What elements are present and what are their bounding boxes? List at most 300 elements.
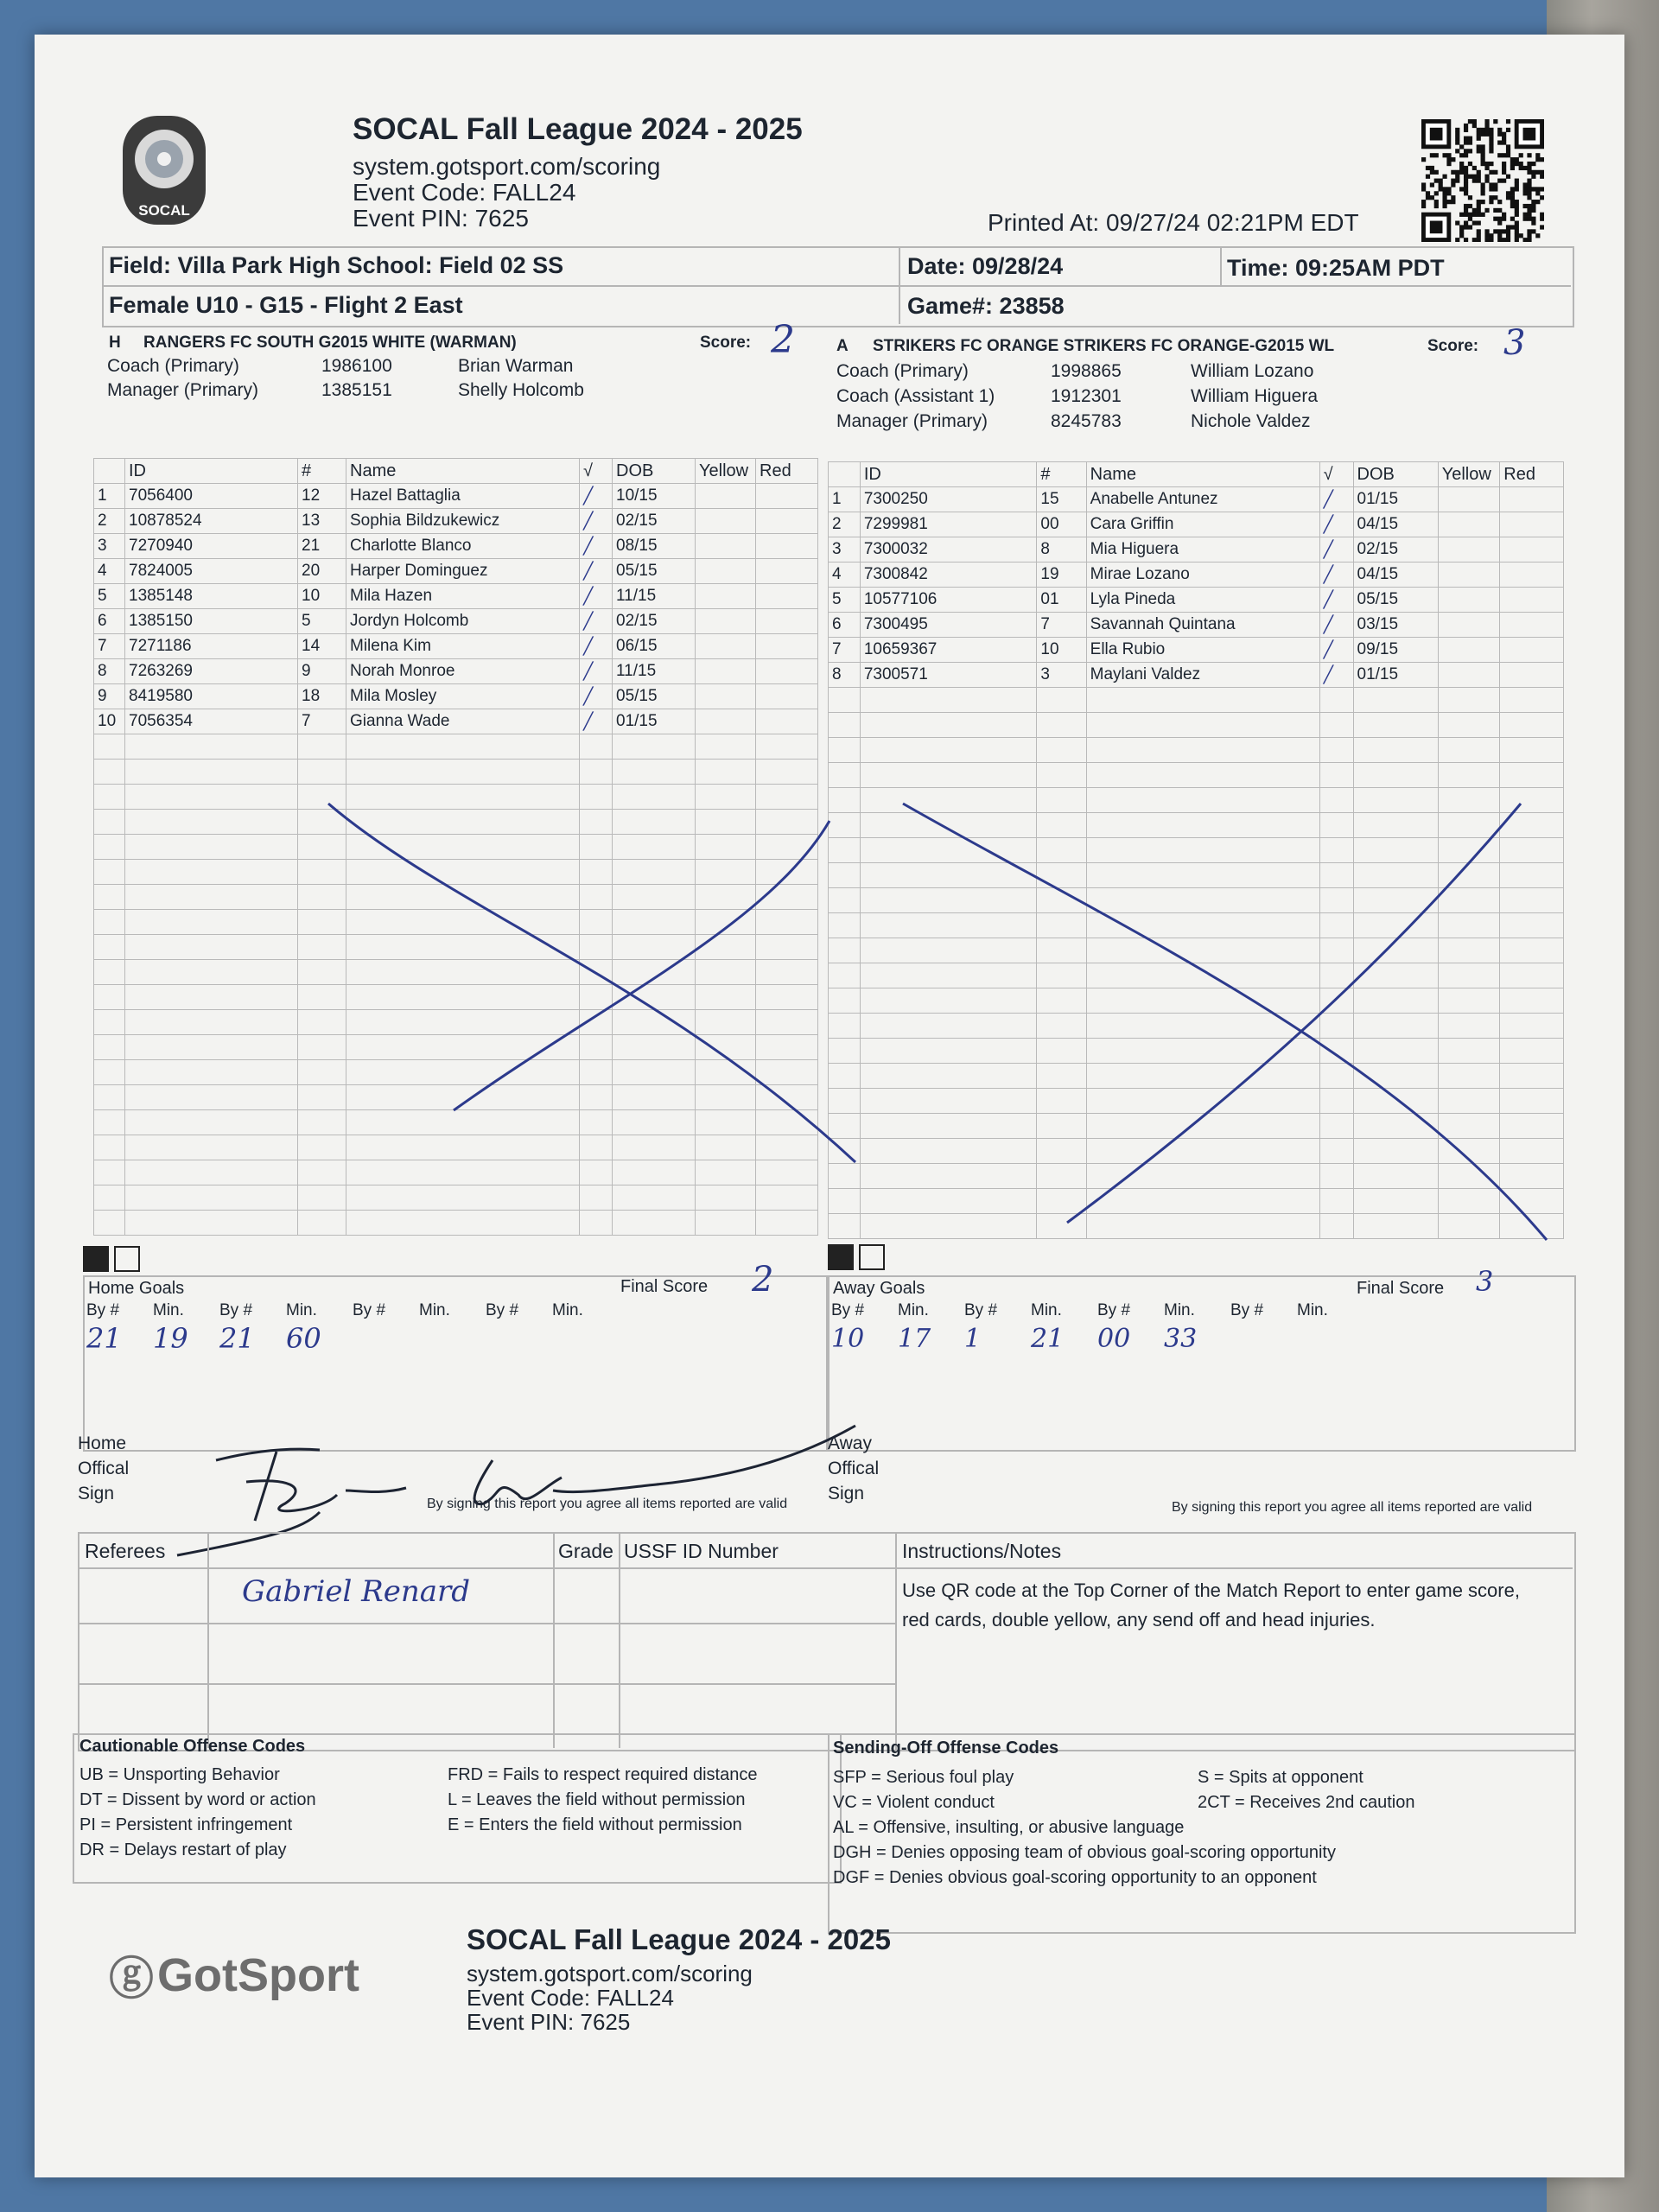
- checkin-mark[interactable]: [580, 1185, 613, 1211]
- yellow-card-cell[interactable]: [1438, 613, 1500, 638]
- sign-label-line: Offical: [828, 1459, 880, 1478]
- yellow-card-cell[interactable]: [1438, 638, 1500, 663]
- goal-min-header: Min.: [552, 1301, 583, 1319]
- jersey-number: 7: [298, 709, 346, 734]
- away-final-score[interactable]: 3: [1476, 1265, 1494, 1298]
- row-number: [94, 860, 125, 885]
- red-card-cell[interactable]: [756, 634, 818, 659]
- staff-role: Coach (Assistant 1): [836, 386, 995, 406]
- player-name: Lyla Pineda: [1086, 588, 1319, 613]
- checkin-mark[interactable]: [580, 734, 613, 760]
- instructions-text: Use QR code at the Top Corner of the Match Report to enter game score, red cards, double yellow, any send off and head injuries.: [902, 1580, 1520, 1630]
- player-id: 7300571: [860, 663, 1037, 688]
- player-row: [94, 709, 818, 734]
- row-number: [94, 960, 125, 985]
- offense-code: VC = Violent conduct: [833, 1793, 995, 1812]
- yellow-card-cell[interactable]: [1438, 688, 1500, 713]
- red-card-cell[interactable]: [1500, 688, 1564, 713]
- roster-header-cell: Red: [1500, 462, 1564, 487]
- player-name: [1086, 738, 1319, 763]
- scoring-url: system.gotsport.com/scoring: [353, 153, 661, 180]
- jersey-number: [298, 734, 346, 760]
- red-card-cell[interactable]: [756, 734, 818, 760]
- goal-minute[interactable]: 33: [1164, 1324, 1198, 1354]
- red-card-cell[interactable]: [756, 559, 818, 584]
- red-card-cell[interactable]: [1500, 738, 1564, 763]
- jersey-number: [1037, 688, 1086, 713]
- player-id: [860, 713, 1037, 738]
- player-id: 7300495: [860, 613, 1037, 638]
- row-number: [94, 760, 125, 785]
- player-id: [125, 885, 298, 910]
- jersey-number: 20: [298, 559, 346, 584]
- row-number: 1: [94, 484, 125, 509]
- goal-minute[interactable]: 19: [153, 1322, 188, 1355]
- red-card-cell[interactable]: [756, 684, 818, 709]
- player-id: [125, 1110, 298, 1135]
- player-id: [125, 1035, 298, 1060]
- player-dob: [1353, 688, 1438, 713]
- red-card-cell[interactable]: [756, 509, 818, 534]
- ussf-id-label: USSF ID Number: [624, 1540, 779, 1562]
- row-number: 2: [94, 509, 125, 534]
- row-number: [829, 1189, 861, 1214]
- player-dob: 04/15: [1353, 563, 1438, 588]
- row-number: [94, 785, 125, 810]
- row-number: 10: [94, 709, 125, 734]
- sign-label-line: Offical: [78, 1459, 130, 1478]
- checkin-mark[interactable]: ╱: [580, 584, 613, 609]
- row-number: 5: [829, 588, 861, 613]
- goal-by-header: By #: [1097, 1301, 1131, 1319]
- row-number: [829, 713, 861, 738]
- roster-header-cell: √: [1319, 462, 1353, 487]
- goal-min-header: Min.: [1297, 1301, 1328, 1319]
- player-row: [829, 613, 1564, 638]
- staff-row: [107, 356, 747, 380]
- yellow-card-cell[interactable]: [696, 659, 756, 684]
- goal-by-header: By #: [964, 1301, 998, 1319]
- yellow-card-cell[interactable]: [696, 709, 756, 734]
- row-number: 5: [94, 584, 125, 609]
- red-card-cell[interactable]: [756, 1185, 818, 1211]
- field-name: Field: Villa Park High School: Field 02 SS: [109, 252, 564, 278]
- event-code: Event Code: FALL24: [353, 179, 576, 206]
- checkin-mark[interactable]: [1319, 738, 1353, 763]
- jersey-number: 18: [298, 684, 346, 709]
- player-row: [829, 487, 1564, 512]
- player-dob: [1353, 713, 1438, 738]
- player-dob: 11/15: [613, 659, 696, 684]
- home-final-score[interactable]: 2: [752, 1260, 774, 1300]
- player-id: [860, 738, 1037, 763]
- goal-scorer-number[interactable]: 1: [964, 1324, 982, 1354]
- player-dob: [613, 734, 696, 760]
- home-team-name: RANGERS FC SOUTH G2015 WHITE (WARMAN): [143, 334, 517, 352]
- qr-code[interactable]: [1421, 119, 1544, 242]
- jersey-number: 21: [298, 534, 346, 559]
- sending-off-title: Sending-Off Offense Codes: [833, 1738, 1059, 1758]
- jersey-number: 14: [298, 634, 346, 659]
- staff-name: William Higuera: [1191, 386, 1319, 406]
- player-dob: 02/15: [613, 509, 696, 534]
- goal-minute[interactable]: [1297, 1324, 1363, 1354]
- player-id: [125, 785, 298, 810]
- yellow-card-cell[interactable]: [696, 1211, 756, 1236]
- divider: [895, 1567, 1573, 1569]
- yellow-card-cell[interactable]: [1438, 537, 1500, 563]
- goal-scorer-number[interactable]: 21: [219, 1322, 255, 1355]
- player-id: [125, 835, 298, 860]
- player-id: [125, 1135, 298, 1160]
- row-number: [94, 1211, 125, 1236]
- player-id: [125, 860, 298, 885]
- row-number: 8: [829, 663, 861, 688]
- player-id: 7824005: [125, 559, 298, 584]
- checkin-mark[interactable]: ╱: [1319, 588, 1353, 613]
- player-row: [94, 609, 818, 634]
- player-name: [1086, 713, 1319, 738]
- player-id: [125, 1185, 298, 1211]
- player-dob: 06/15: [613, 634, 696, 659]
- red-card-cell[interactable]: [1500, 713, 1564, 738]
- player-dob: 01/15: [1353, 487, 1438, 512]
- jersey-number: 19: [1037, 563, 1086, 588]
- player-row: [829, 537, 1564, 563]
- row-number: [94, 1060, 125, 1085]
- sending-off-left-list: [833, 1765, 1014, 1815]
- goal-by-header: By #: [831, 1301, 865, 1319]
- red-card-cell[interactable]: [756, 609, 818, 634]
- away-final-score-label: Final Score: [1357, 1279, 1445, 1298]
- yellow-card-cell[interactable]: [696, 484, 756, 509]
- player-name: Ella Rubio: [1086, 638, 1319, 663]
- referees-label: Referees: [85, 1540, 166, 1562]
- sending-off-right-list: [1198, 1765, 1414, 1815]
- home-roster-void-x: [320, 769, 864, 1175]
- yellow-card-cell[interactable]: [1438, 563, 1500, 588]
- checkin-mark[interactable]: ╱: [1319, 563, 1353, 588]
- player-name: Mila Hazen: [346, 584, 580, 609]
- row-number: 8: [94, 659, 125, 684]
- player-row: [94, 584, 818, 609]
- checkin-mark[interactable]: [580, 1211, 613, 1236]
- player-dob: [1353, 738, 1438, 763]
- sign-label-line: Home: [78, 1433, 127, 1453]
- home-sign-label: [78, 1431, 129, 1506]
- red-card-cell[interactable]: [1500, 563, 1564, 588]
- player-row: [94, 484, 818, 509]
- staff-role: Manager (Primary): [107, 380, 259, 400]
- player-id: 7056400: [125, 484, 298, 509]
- staff-row: [107, 380, 747, 404]
- checkin-mark[interactable]: ╱: [580, 509, 613, 534]
- goal-minute[interactable]: 21: [1031, 1324, 1065, 1354]
- red-card-cell[interactable]: [1500, 663, 1564, 688]
- goal-scorer-number[interactable]: [1230, 1324, 1297, 1354]
- staff-role: Coach (Primary): [107, 356, 239, 376]
- cautionable-left-list: [79, 1763, 316, 1863]
- divider: [207, 1532, 209, 1748]
- roster-header-cell: Yellow: [1438, 462, 1500, 487]
- player-id: 7263269: [125, 659, 298, 684]
- home-goals-label: Home Goals: [88, 1279, 185, 1298]
- goal-min-header: Min.: [419, 1301, 450, 1319]
- goal-scorer-number[interactable]: 00: [1097, 1324, 1131, 1354]
- socal-logo: [121, 114, 207, 226]
- divider: [78, 1683, 933, 1685]
- red-card-cell[interactable]: [1500, 537, 1564, 563]
- player-name: [346, 1185, 580, 1211]
- goal-minute[interactable]: 17: [898, 1324, 931, 1354]
- jersey-number: [1037, 713, 1086, 738]
- footer-event-code: Event Code: FALL24: [467, 1985, 674, 2011]
- checkin-mark[interactable]: ╱: [580, 709, 613, 734]
- yellow-card-cell[interactable]: [1438, 588, 1500, 613]
- grade-label: Grade: [558, 1540, 613, 1562]
- checkin-mark[interactable]: ╱: [1319, 512, 1353, 537]
- red-card-cell[interactable]: [1500, 613, 1564, 638]
- red-card-cell[interactable]: [756, 484, 818, 509]
- away-goal-values[interactable]: [831, 1324, 1363, 1354]
- roster-header-cell: ID: [125, 459, 298, 484]
- player-id: 1385148: [125, 584, 298, 609]
- player-name: Cara Griffin: [1086, 512, 1319, 537]
- empty-row: [94, 1185, 818, 1211]
- goal-minute[interactable]: [552, 1322, 619, 1355]
- goal-minute[interactable]: 60: [286, 1322, 321, 1355]
- match-date: Date: 09/28/24: [907, 253, 1064, 279]
- offense-code: PI = Persistent infringement: [79, 1815, 293, 1834]
- roster-header-cell: #: [298, 459, 346, 484]
- checkin-mark[interactable]: ╱: [1319, 663, 1353, 688]
- checkin-mark[interactable]: ╱: [1319, 638, 1353, 663]
- yellow-card-cell[interactable]: [696, 684, 756, 709]
- gotsport-logo: [109, 1942, 359, 2007]
- sign-label-line: Sign: [78, 1484, 115, 1503]
- player-id: [125, 1010, 298, 1035]
- player-id: 7270940: [125, 534, 298, 559]
- row-number: 6: [829, 613, 861, 638]
- yellow-card-cell[interactable]: [696, 734, 756, 760]
- yellow-card-cell[interactable]: [696, 609, 756, 634]
- goal-scorer-number[interactable]: [353, 1322, 419, 1355]
- offense-code: DGF = Denies obvious goal-scoring opportunity to an opponent: [833, 1868, 1317, 1887]
- row-number: [94, 910, 125, 935]
- yellow-card-cell[interactable]: [1438, 663, 1500, 688]
- checkin-mark[interactable]: ╱: [580, 634, 613, 659]
- footer-title: SOCAL Fall League 2024 - 2025: [467, 1923, 891, 1955]
- player-name: [1086, 688, 1319, 713]
- player-id: 7056354: [125, 709, 298, 734]
- jersey-number: [1037, 738, 1086, 763]
- referee-name-handwritten[interactable]: Gabriel Renard: [242, 1574, 471, 1609]
- checkin-mark[interactable]: ╱: [580, 684, 613, 709]
- red-card-cell[interactable]: [756, 659, 818, 684]
- divider: [899, 246, 900, 324]
- staff-id: 1986100: [321, 356, 392, 376]
- player-row: [829, 588, 1564, 613]
- yellow-card-cell[interactable]: [696, 534, 756, 559]
- red-card-cell[interactable]: [1500, 487, 1564, 512]
- jersey-number: [298, 1185, 346, 1211]
- goal-scorer-number[interactable]: 21: [86, 1322, 122, 1355]
- jersey-number: 3: [1037, 663, 1086, 688]
- home-goal-headers: [86, 1301, 619, 1320]
- player-id: [125, 910, 298, 935]
- player-row: [94, 534, 818, 559]
- player-dob: 05/15: [613, 684, 696, 709]
- player-id: 10878524: [125, 509, 298, 534]
- yellow-card-cell[interactable]: [696, 509, 756, 534]
- yellow-card-cell[interactable]: [1438, 713, 1500, 738]
- checkin-mark[interactable]: ╱: [580, 559, 613, 584]
- row-number: [94, 1085, 125, 1110]
- checkin-mark[interactable]: ╱: [1319, 487, 1353, 512]
- goal-scorer-number[interactable]: [486, 1322, 552, 1355]
- goal-scorer-number[interactable]: 10: [831, 1324, 865, 1354]
- player-id: [125, 760, 298, 785]
- checkin-mark[interactable]: ╱: [580, 659, 613, 684]
- player-id: [125, 1060, 298, 1085]
- checkin-mark[interactable]: ╱: [580, 609, 613, 634]
- away-roster-void-x: [899, 760, 1555, 1253]
- instructions-box: [895, 1532, 1576, 1751]
- offense-code: AL = Offensive, insulting, or abusive language: [833, 1818, 1185, 1837]
- player-id: 7271186: [125, 634, 298, 659]
- row-number: [829, 1214, 861, 1239]
- goal-by-header: By #: [219, 1301, 253, 1319]
- player-row: [829, 638, 1564, 663]
- player-id: [125, 935, 298, 960]
- gotsport-brand-text: GotSport: [157, 1948, 359, 2001]
- jersey-number: [298, 1211, 346, 1236]
- row-number: [94, 1160, 125, 1185]
- jersey-number: 9: [298, 659, 346, 684]
- red-card-cell[interactable]: [756, 584, 818, 609]
- away-staff: [836, 361, 1528, 436]
- jersey-number: 15: [1037, 487, 1086, 512]
- cautionable-right-list: [448, 1763, 758, 1838]
- away-score-handwritten[interactable]: 3: [1503, 323, 1526, 363]
- red-card-cell[interactable]: [756, 709, 818, 734]
- player-name: Maylani Valdez: [1086, 663, 1319, 688]
- player-row: [94, 559, 818, 584]
- player-name: Harper Dominguez: [346, 559, 580, 584]
- goal-min-header: Min.: [153, 1301, 184, 1319]
- goal-minute[interactable]: [419, 1322, 486, 1355]
- roster-header-cell: Yellow: [696, 459, 756, 484]
- roster-header-cell: Red: [756, 459, 818, 484]
- printed-at: Printed At: 09/27/24 02:21PM EDT: [988, 209, 1359, 236]
- player-id: 7300842: [860, 563, 1037, 588]
- away-sign-note: By signing this report you agree all items reported are valid: [1172, 1500, 1533, 1515]
- checkin-mark[interactable]: ╱: [580, 484, 613, 509]
- empty-row: [829, 738, 1564, 763]
- match-report-sheet: [35, 35, 1624, 2177]
- player-name: Anabelle Antunez: [1086, 487, 1319, 512]
- red-card-cell[interactable]: [756, 534, 818, 559]
- player-name: Jordyn Holcomb: [346, 609, 580, 634]
- offense-code: FRD = Fails to respect required distance: [448, 1765, 758, 1784]
- player-name: Norah Monroe: [346, 659, 580, 684]
- goal-min-header: Min.: [286, 1301, 317, 1319]
- player-id: [125, 960, 298, 985]
- jersey-number: 8: [1037, 537, 1086, 563]
- division: Female U10 - G15 - Flight 2 East: [109, 292, 463, 318]
- away-goal-headers: [831, 1301, 1363, 1320]
- footer-url: system.gotsport.com/scoring: [467, 1961, 753, 1986]
- away-marker-square-filled: [828, 1244, 854, 1270]
- home-score-label: Score:: [700, 334, 752, 352]
- player-name: Savannah Quintana: [1086, 613, 1319, 638]
- goal-min-header: Min.: [1031, 1301, 1062, 1319]
- yellow-card-cell[interactable]: [696, 634, 756, 659]
- empty-row: [94, 734, 818, 760]
- checkin-mark[interactable]: [1319, 713, 1353, 738]
- yellow-card-cell[interactable]: [696, 1185, 756, 1211]
- checkin-mark[interactable]: ╱: [1319, 613, 1353, 638]
- player-id: [125, 1160, 298, 1185]
- home-sign-note: By signing this report you agree all items reported are valid: [427, 1497, 788, 1511]
- home-score-handwritten[interactable]: 2: [771, 318, 795, 362]
- player-name: Mirae Lozano: [1086, 563, 1319, 588]
- player-dob: 01/15: [1353, 663, 1438, 688]
- player-id: 7300250: [860, 487, 1037, 512]
- player-row: [829, 663, 1564, 688]
- player-row: [829, 563, 1564, 588]
- roster-header-cell: [94, 459, 125, 484]
- checkin-mark[interactable]: ╱: [580, 534, 613, 559]
- player-dob: 04/15: [1353, 512, 1438, 537]
- jersey-number: 12: [298, 484, 346, 509]
- player-dob: 02/15: [613, 609, 696, 634]
- staff-name: Shelly Holcomb: [458, 380, 584, 400]
- divider: [78, 1623, 933, 1624]
- row-number: 1: [829, 487, 861, 512]
- yellow-card-cell[interactable]: [696, 584, 756, 609]
- player-row: [94, 659, 818, 684]
- yellow-card-cell[interactable]: [1438, 487, 1500, 512]
- empty-row: [829, 688, 1564, 713]
- home-goal-values[interactable]: [86, 1322, 619, 1355]
- instructions-label: Instructions/Notes: [902, 1540, 1062, 1562]
- player-id: [125, 734, 298, 760]
- player-name: Gianna Wade: [346, 709, 580, 734]
- player-dob: 09/15: [1353, 638, 1438, 663]
- red-card-cell[interactable]: [756, 1211, 818, 1236]
- jersey-number: 00: [1037, 512, 1086, 537]
- checkin-mark[interactable]: [1319, 688, 1353, 713]
- row-number: 3: [94, 534, 125, 559]
- home-final-score-label: Final Score: [620, 1277, 709, 1296]
- yellow-card-cell[interactable]: [1438, 512, 1500, 537]
- yellow-card-cell[interactable]: [696, 559, 756, 584]
- player-dob: 02/15: [1353, 537, 1438, 563]
- player-id: 1385150: [125, 609, 298, 634]
- player-row: [94, 634, 818, 659]
- yellow-card-cell[interactable]: [1438, 738, 1500, 763]
- divider: [553, 1532, 555, 1748]
- player-name: Mila Mosley: [346, 684, 580, 709]
- red-card-cell[interactable]: [1500, 512, 1564, 537]
- away-marker-square-empty: [859, 1244, 885, 1270]
- jersey-number: 13: [298, 509, 346, 534]
- red-card-cell[interactable]: [1500, 588, 1564, 613]
- roster-header-cell: #: [1037, 462, 1086, 487]
- red-card-cell[interactable]: [1500, 638, 1564, 663]
- checkin-mark[interactable]: ╱: [1319, 537, 1353, 563]
